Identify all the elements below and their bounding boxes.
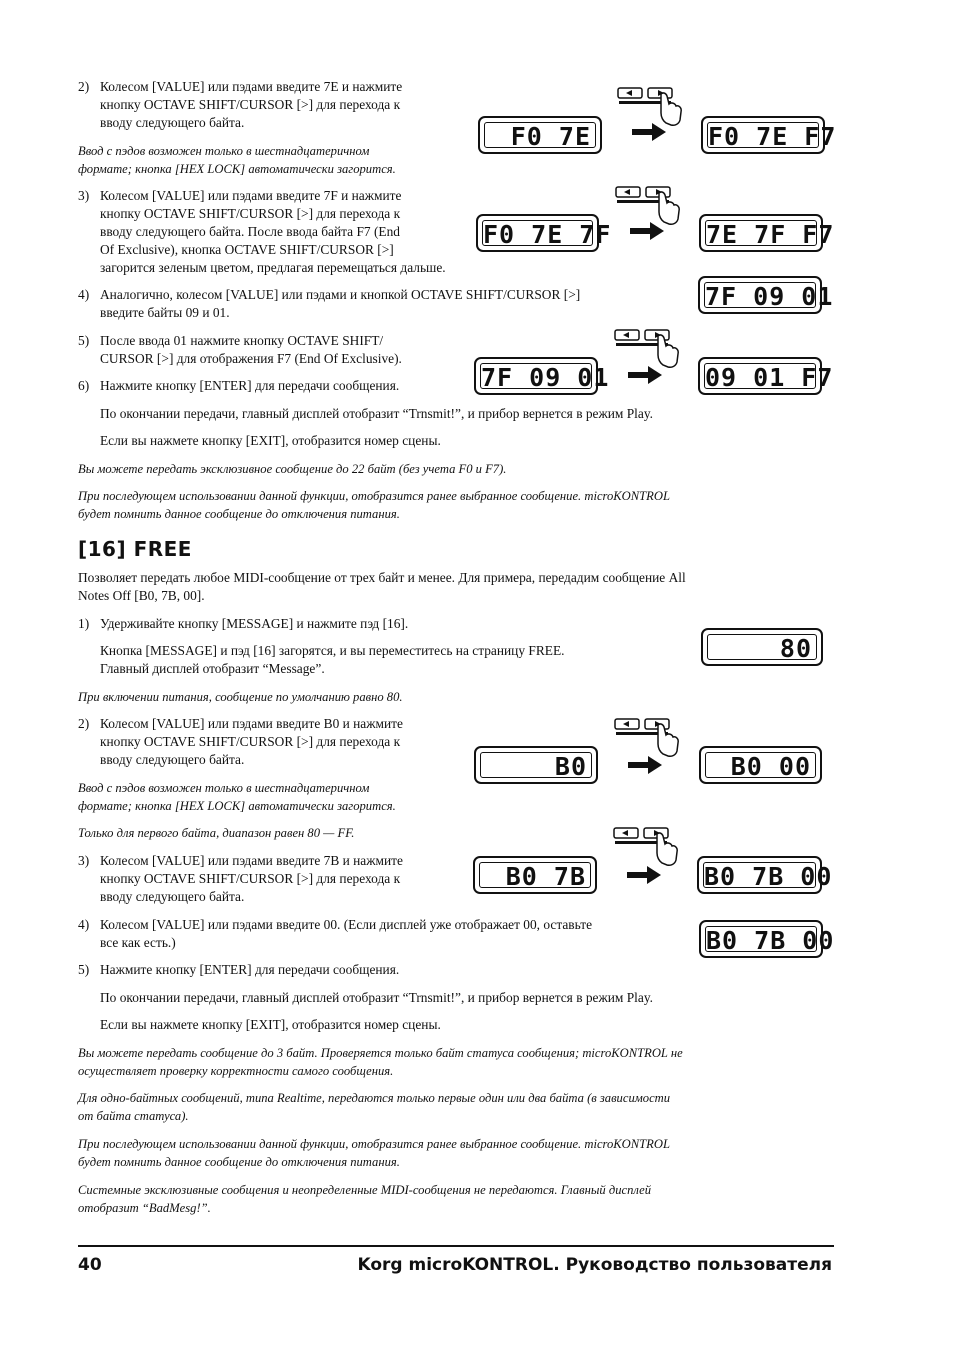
note-text: отобразит “BadMesg!”. (78, 1201, 211, 1215)
note-text: При последующем использовании данной функции, отобразится ранее выбранное сообщение. microKONTROL (78, 1137, 670, 1151)
step-text: кнопку OCTAVE SHIFT/CURSOR [>] для перехода к (100, 871, 401, 886)
step-text: CURSOR [>] для отображения F7 (End Of Exclusive). (100, 351, 402, 366)
intro-text: Notes Off [B0, 7B, 00]. (78, 588, 205, 603)
step-number: 6) (78, 378, 90, 393)
note-text: Вы можете передать эксклюзивное сообщение до 22 байт (без учета F0 и F7). (78, 462, 507, 476)
lcd-display: F0 7E (478, 116, 602, 154)
note-text: от байта статуса). (78, 1109, 189, 1123)
right-arrow-icon (627, 866, 661, 884)
note-text: Вы можете передать сообщение до 3 байт. Проверяется только байт статуса сообщения; microKONTROL не (78, 1046, 683, 1060)
step-number: 3) (78, 853, 90, 868)
paragraph: По окончании передачи, главный дисплей отобразит “Trnsmit!”, и прибор вернется в режим Play. (100, 406, 654, 421)
lcd-display: 7F 09 01 (474, 357, 598, 395)
step-text: Кнопка [MESSAGE] и пэд [16] загорятся, и вы переместитесь на страницу FREE. (100, 643, 565, 658)
note-text: Только для первого байта, диапазон равен 80 — FF. (78, 826, 355, 840)
step-text: введите байты 09 и 01. (100, 305, 230, 320)
step-text: Нажмите кнопку [ENTER] для передачи сообщения. (100, 962, 400, 977)
step-text: кнопку OCTAVE SHIFT/CURSOR [>] для перехода к (100, 734, 401, 749)
step-text: вводу следующего байта. (100, 889, 245, 904)
lcd-display: 09 01 F7 (698, 357, 822, 395)
right-arrow-icon (628, 756, 662, 774)
step-text: После ввода 01 нажмите кнопку OCTAVE SHIFT/ (100, 333, 384, 348)
note-text: будет помнить данное сообщение до отключения питания. (78, 1155, 400, 1169)
step-text: Аналогично, колесом [VALUE] или пэдами и кнопкой OCTAVE SHIFT/CURSOR [>] (100, 287, 581, 302)
step-number: 5) (78, 962, 90, 977)
step-number: 4) (78, 917, 90, 932)
step-number: 2) (78, 716, 90, 731)
lcd-display: B0 (474, 746, 598, 784)
note-text: осуществляет проверку корректности самого сообщения. (78, 1064, 394, 1078)
lcd-display: B0 7B 00 (697, 856, 822, 894)
lcd-display: B0 00 (699, 746, 822, 784)
paragraph: Если вы нажмете кнопку [EXIT], отобразится номер сцены. (100, 433, 441, 448)
page-number: 40 (78, 1255, 102, 1275)
step-text: Колесом [VALUE] или пэдами введите 7F и нажмите (100, 188, 402, 203)
octave-shift-cursor-press-icon (613, 826, 679, 866)
step-text: вводу следующего байта. После ввода байта F7 (End (100, 224, 400, 239)
note-text: формате; кнопка [HEX LOCK] автоматически загорится. (78, 799, 396, 813)
right-arrow-icon (628, 366, 662, 384)
octave-shift-cursor-press-icon (617, 86, 683, 126)
lcd-display: 7F 09 01 (698, 276, 822, 314)
lcd-display: F0 7E 7F (476, 214, 599, 252)
lcd-display: B0 7B (473, 856, 597, 894)
step-number: 2) (78, 79, 90, 94)
step-text: Of Exclusive), кнопка OCTAVE SHIFT/CURSOR [>] (100, 242, 394, 257)
step-text: кнопку OCTAVE SHIFT/CURSOR [>] для перехода к (100, 206, 401, 221)
step-text: Колесом [VALUE] или пэдами введите B0 и нажмите (100, 716, 403, 731)
octave-shift-cursor-press-icon (615, 185, 681, 225)
step-text: Колесом [VALUE] или пэдами введите 7E и нажмите (100, 79, 403, 94)
note-text: будет помнить данное сообщение до отключения питания. (78, 507, 400, 521)
note-text: Ввод с пэдов возможен только в шестнадцатеричном (78, 781, 370, 795)
step-number: 4) (78, 287, 90, 302)
step-text: загорится зеленым цветом, предлагая перемещаться дальше. (100, 260, 446, 275)
note-text: При последующем использовании данной функции, отобразится ранее выбранное сообщение. microKONTROL (78, 489, 670, 503)
step-number: 3) (78, 188, 90, 203)
step-text: кнопку OCTAVE SHIFT/CURSOR [>] для перехода к (100, 97, 401, 112)
note-text: Для одно-байтных сообщений, типа Realtime, передаются только первые один или два байта (в зависимости (78, 1091, 671, 1105)
lcd-display: 7E 7F F7 (699, 214, 823, 252)
step-text: Главный дисплей отобразит “Message”. (100, 661, 325, 676)
lcd-display: 80 (701, 628, 823, 666)
note-text: При включении питания, сообщение по умолчанию равно 80. (78, 690, 403, 704)
step-text: вводу следующего байта. (100, 752, 245, 767)
intro-text: Позволяет передать любое MIDI-сообщение от трех байт и менее. Для примера, передадим сообщение All (78, 570, 686, 585)
step-text: Колесом [VALUE] или пэдами введите 00. (Если дисплей уже отображает 00, оставьте (100, 917, 593, 932)
paragraph: По окончании передачи, главный дисплей отобразит “Trnsmit!”, и прибор вернется в режим Play. (100, 990, 654, 1005)
step-number: 1) (78, 616, 90, 631)
step-number: 5) (78, 333, 90, 348)
step-text: вводу следующего байта. (100, 115, 245, 130)
note-text: Системные эксклюзивные сообщения и неопределенные MIDI-сообщения не передаются. Главный дисплей (78, 1183, 652, 1197)
step-text: Удерживайте кнопку [MESSAGE] и нажмите пэд [16]. (100, 616, 409, 631)
octave-shift-cursor-press-icon (614, 717, 680, 757)
footer-rule (78, 1245, 834, 1247)
lcd-display: B0 7B 00 (699, 920, 823, 958)
section-heading: [16] FREE (78, 537, 192, 561)
step-text: Нажмите кнопку [ENTER] для передачи сообщения. (100, 378, 400, 393)
step-text: все как есть.) (100, 935, 176, 950)
step-text: Колесом [VALUE] или пэдами введите 7B и нажмите (100, 853, 403, 868)
footer-title: Korg microKONTROL. Руководство пользователя (357, 1255, 832, 1275)
note-text: Ввод с пэдов возможен только в шестнадцатеричном (78, 144, 370, 158)
lcd-display: F0 7E F7 (701, 116, 825, 154)
octave-shift-cursor-press-icon (614, 328, 680, 368)
note-text: формате; кнопка [HEX LOCK] автоматически загорится. (78, 162, 396, 176)
paragraph: Если вы нажмете кнопку [EXIT], отобразится номер сцены. (100, 1017, 441, 1032)
